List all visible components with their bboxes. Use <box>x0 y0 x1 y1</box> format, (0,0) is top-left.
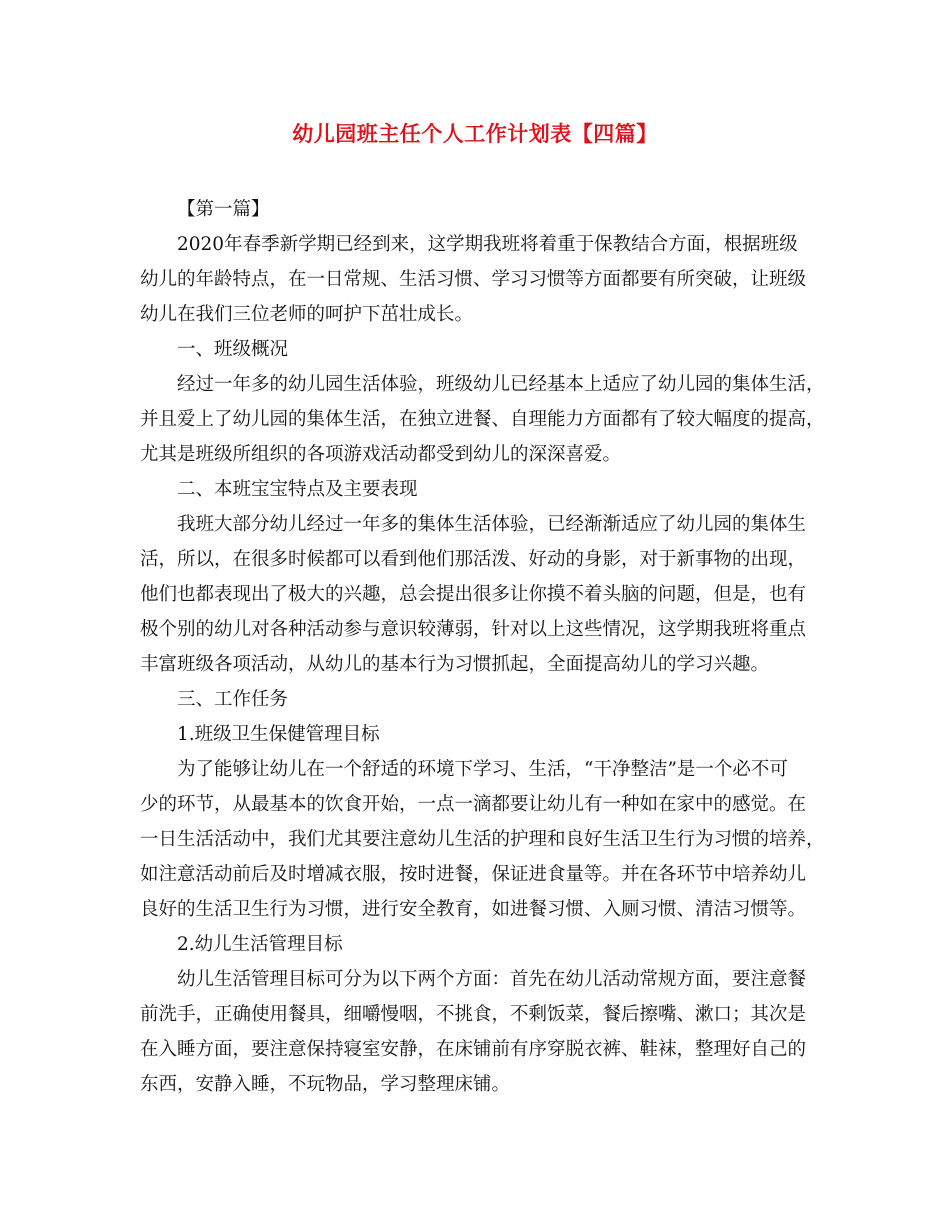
paragraph-line: 为了能够让幼儿在一个舒适的环境下学习、生活，“干净整洁”是一个必不可 <box>177 759 788 780</box>
paragraph-line: 经过一年多的幼儿园生活体验，班级幼儿已经基本上适应了幼儿园的集体生活， <box>177 374 825 395</box>
paragraph-line: 二、本班宝宝特点及主要表现 <box>177 479 418 500</box>
paragraph-line: 尤其是班级所组织的各项游戏活动都受到幼儿的深深喜爱。 <box>140 444 622 465</box>
paragraph-line: 少的环节，从最基本的饮食开始，一点一滴都要让幼儿有一种如在家中的感觉。在 <box>140 794 807 815</box>
paragraph-line: 良好的生活卫生行为习惯，进行安全教育，如进餐习惯、入厕习惯、清洁习惯等。 <box>140 899 807 920</box>
paragraph-line: 幼儿在我们三位老师的呵护下茁壮成长。 <box>140 304 474 325</box>
paragraph-line: 我班大部分幼儿经过一年多的集体生活体验，已经渐渐适应了幼儿园的集体生 <box>177 514 807 535</box>
paragraph-line: 东西，安静入睡，不玩物品，学习整理床铺。 <box>140 1074 511 1095</box>
paragraph-line: 如注意活动前后及时增减衣服，按时进餐，保证进食量等。并在各环节中培养幼儿 <box>140 864 807 885</box>
paragraph-line: 丰富班级各项活动，从幼儿的基本行为习惯抓起，全面提高幼儿的学习兴趣。 <box>140 654 770 675</box>
paragraph-line: 一日生活活动中，我们尤其要注意幼儿生活的护理和良好生活卫生行为习惯的培养， <box>140 829 825 850</box>
document-body <box>140 192 830 1102</box>
paragraph-line: 他们也都表现出了极大的兴趣，总会提出很多让你摸不着头脑的问题，但是，也有 <box>140 584 807 605</box>
paragraph-line: 2020年春季新学期已经到来，这学期我班将着重于保教结合方面，根据班级 <box>177 234 798 255</box>
paragraph-line: 并且爱上了幼儿园的集体生活，在独立进餐、自理能力方面都有了较大幅度的提高， <box>140 409 825 430</box>
document-title: 幼儿园班主任个人工作计划表【四篇】 <box>292 121 658 146</box>
paragraph-line: 【第一篇】 <box>177 199 270 220</box>
paragraph-line: 一、班级概况 <box>177 339 289 360</box>
paragraph-line: 在入睡方面，要注意保持寝室安静，在床铺前有序穿脱衣裤、鞋袜，整理好自己的 <box>140 1039 807 1060</box>
paragraph-line: 幼儿的年龄特点，在一日常规、生活习惯、学习习惯等方面都要有所突破，让班级 <box>140 269 807 290</box>
paragraph-line: 幼儿生活管理目标可分为以下两个方面：首先在幼儿活动常规方面，要注意餐 <box>177 969 807 990</box>
paragraph-line: 前洗手，正确使用餐具，细嚼慢咽，不挑食，不剩饭菜，餐后擦嘴、漱口；其次是 <box>140 1004 807 1025</box>
paragraph-line: 2.幼儿生活管理目标 <box>177 934 343 955</box>
paragraph-line: 1.班级卫生保健管理目标 <box>177 724 380 745</box>
paragraph-line: 三、工作任务 <box>177 689 289 710</box>
paragraph-line: 极个别的幼儿对各种活动参与意识较薄弱，针对以上这些情况，这学期我班将重点 <box>140 619 807 640</box>
paragraph-line: 活，所以，在很多时候都可以看到他们那活泼、好动的身影，对于新事物的出现， <box>140 549 807 570</box>
